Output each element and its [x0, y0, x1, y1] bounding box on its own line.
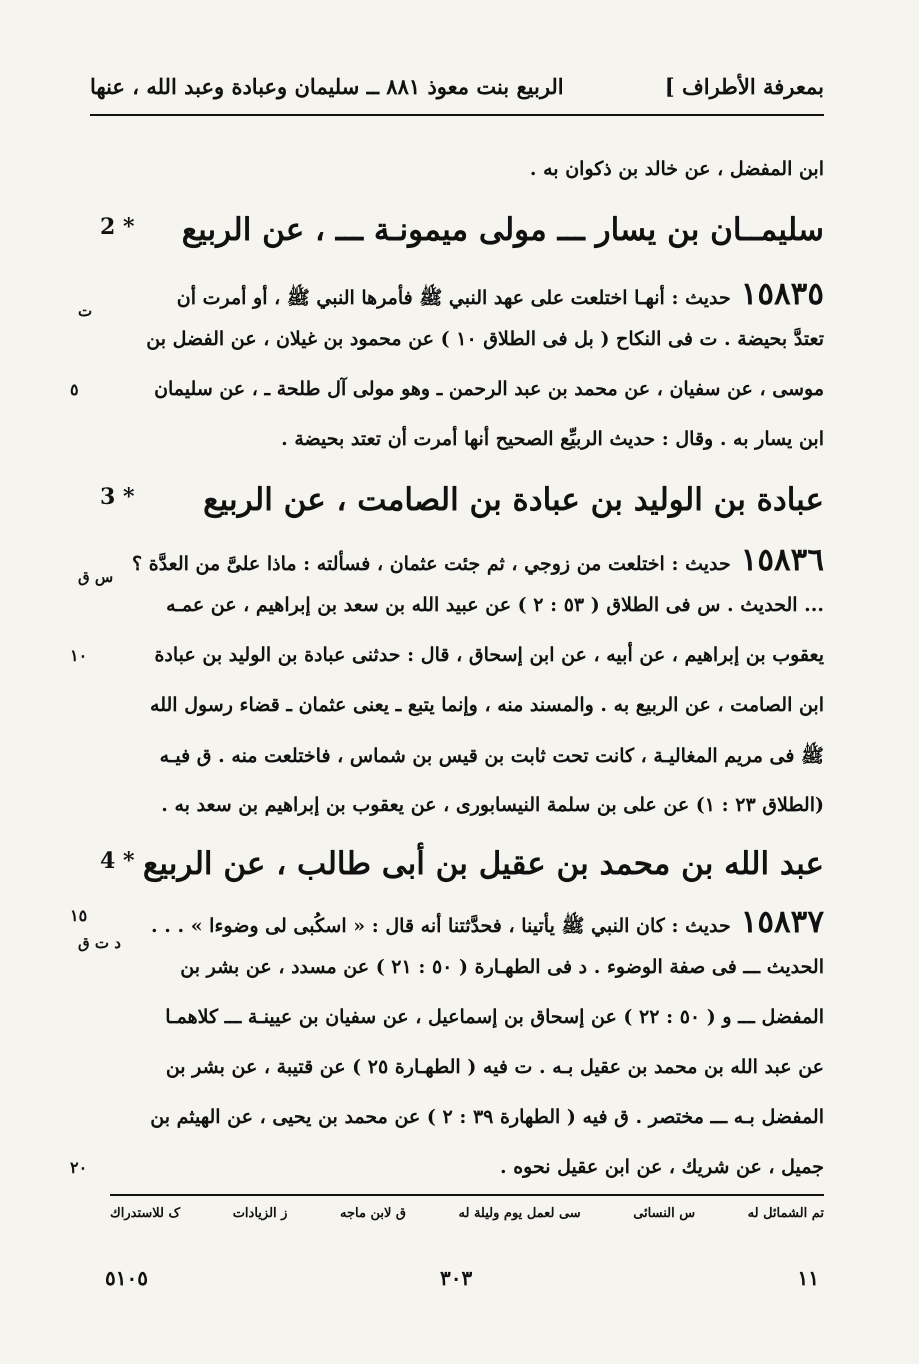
page-number: ٣٠٣ [440, 1266, 473, 1290]
hadith-line: عن عبد الله بن محمد بن عقيل بـه . ت فيه ( الطهـارة ٢٥ ) عن قتيبة ، عن بشر بن [165, 1056, 824, 1078]
hadith-line: المفضل ـــ و ( ٥٠ : ٢٢ ) عن إسحاق بن إسماعيل ، عن سفيان بن عيينـة ـــ كلاهمـا [165, 1006, 824, 1028]
hadith-line [70, 904, 824, 952]
line-number: ١٠ [70, 646, 88, 665]
line-number: ٢٠ [70, 1158, 88, 1177]
hadith-line: ... الحديث . س فى الطلاق ( ٥٣ : ٢ ) عن عبيد الله بن سعد بن إبراهيم ، عن عمـه [166, 594, 824, 616]
section-heading [100, 482, 824, 518]
sequence-number: ٥١٠٥ [105, 1266, 148, 1290]
hadith-line: (الطلاق ٢٣ : ١) عن على بن سلمة النيسابورى ، عن يعقوب بن إبراهيم بن سعد به . [161, 794, 824, 816]
section-marker: 4 * [100, 848, 135, 874]
hadith-number: ١٥٨٣٥ [740, 276, 824, 312]
line-text: موسى ، عن سفيان ، عن محمد بن عبد الرحمن ـ وهو مولى آل طلحة ـ ، عن سليمان [154, 378, 824, 400]
hadith-line: تعتدَّ بحيضة . ت فى النكاح ( بل فى الطلاق ١٠ ) عن محمود بن غيلان ، عن الفضل بن [146, 328, 824, 350]
sigla-note: د ت ق [78, 934, 121, 952]
legend-item: سى لعمل يوم وليلة له [458, 1206, 581, 1221]
footer-divider [110, 1194, 824, 1196]
header-left-title: الربيع بنت معوذ ٨٨١ ــ سليمان وعبادة وعبد الله ، عنها [90, 74, 564, 99]
hadith-number: ١٥٨٣٧ [740, 904, 824, 940]
hadith-line: ابن الصامت ، عن الربيع به . والمسند منه ، وإنما يتبع ـ يعنى عثمان ـ قضاء رسول الله [150, 694, 824, 716]
sigla-note: س ق [78, 568, 114, 586]
legend-item: ق لابن ماجه [339, 1206, 406, 1221]
line-number: ٥ [70, 380, 79, 399]
legend-item: تم الشمائل له [747, 1206, 824, 1221]
sigla-note: ت [78, 302, 93, 320]
hadith-number: ١٥٨٣٦ [740, 542, 824, 578]
hadith-line: المفضل بـه ـــ مختصر . ق فيه ( الطهارة ٣٩ : ٢ ) عن محمد بن يحيى ، عن الهيثم بن [150, 1106, 824, 1128]
line-number: ١٥ [70, 906, 88, 925]
line-text: حديث : كان النبي ﷺ يأتينا ، فحدَّثتنا أنه قال : « اسكُبى لى وضوءا » . . . [151, 915, 731, 937]
legend-item: س النسائى [633, 1206, 696, 1221]
hadith-line [78, 542, 824, 586]
hadith-line [78, 276, 824, 320]
heading-text: عبادة بن الوليد بن عبادة بن الصامت ، عن الربيع [203, 482, 824, 518]
intro-line: ابن المفضل ، عن خالد بن ذكوان به . [529, 158, 824, 180]
volume-number: ١١ [797, 1266, 819, 1290]
sigla-legend [110, 1206, 824, 1221]
hadith-line: ابن يسار به . وقال : حديث الربيِّع الصحيح أنها أمرت أن تعتد بحيضة . [281, 428, 824, 450]
hadith-line: ﷺ فى مريم المغاليـة ، كانت تحت ثابت بن قيس بن شماس ، فاختلعت منه . ق فيـه [159, 745, 824, 767]
hadith-line [70, 644, 824, 666]
line-text: حديث : اختلعت من زوجي ، ثم جئت عثمان ، فسألته : ماذا علىَّ من العدَّة ؟ [132, 553, 731, 575]
legend-item: ک للاستدراك [110, 1206, 181, 1221]
section-marker: 2 * [100, 214, 135, 240]
hadith-line [70, 1156, 824, 1178]
heading-text: سليمــان بن يسار ـــ مولى ميمونـة ـــ ، عن الربيع [181, 212, 824, 248]
section-heading [100, 846, 824, 882]
line-text: جميل ، عن شريك ، عن ابن عقيل نحوه . [500, 1156, 824, 1178]
legend-item: ز الزيادات [232, 1206, 288, 1221]
hadith-line [70, 378, 824, 400]
hadith-line: الحديث ـــ فى صفة الوضوء . د فى الطهـارة ( ٥٠ : ٢١ ) عن مسدد ، عن بشر بن [180, 956, 824, 978]
section-heading [100, 212, 824, 248]
line-text: يعقوب بن إبراهيم ، عن أبيه ، عن ابن إسحاق ، قال : حدثنى عبادة بن الوليد بن عبادة [154, 644, 824, 666]
line-text: حديث : أنهـا اختلعت على عهد النبي ﷺ فأمرها النبي ﷺ ، أو أمرت أن [176, 287, 731, 309]
header-right-title: بمعرفة الأطراف ] [664, 74, 824, 99]
heading-text: عبد الله بن محمد بن عقيل بن أبى طالب ، عن الربيع [142, 846, 824, 882]
running-header [90, 68, 824, 116]
section-marker: 3 * [100, 484, 135, 510]
